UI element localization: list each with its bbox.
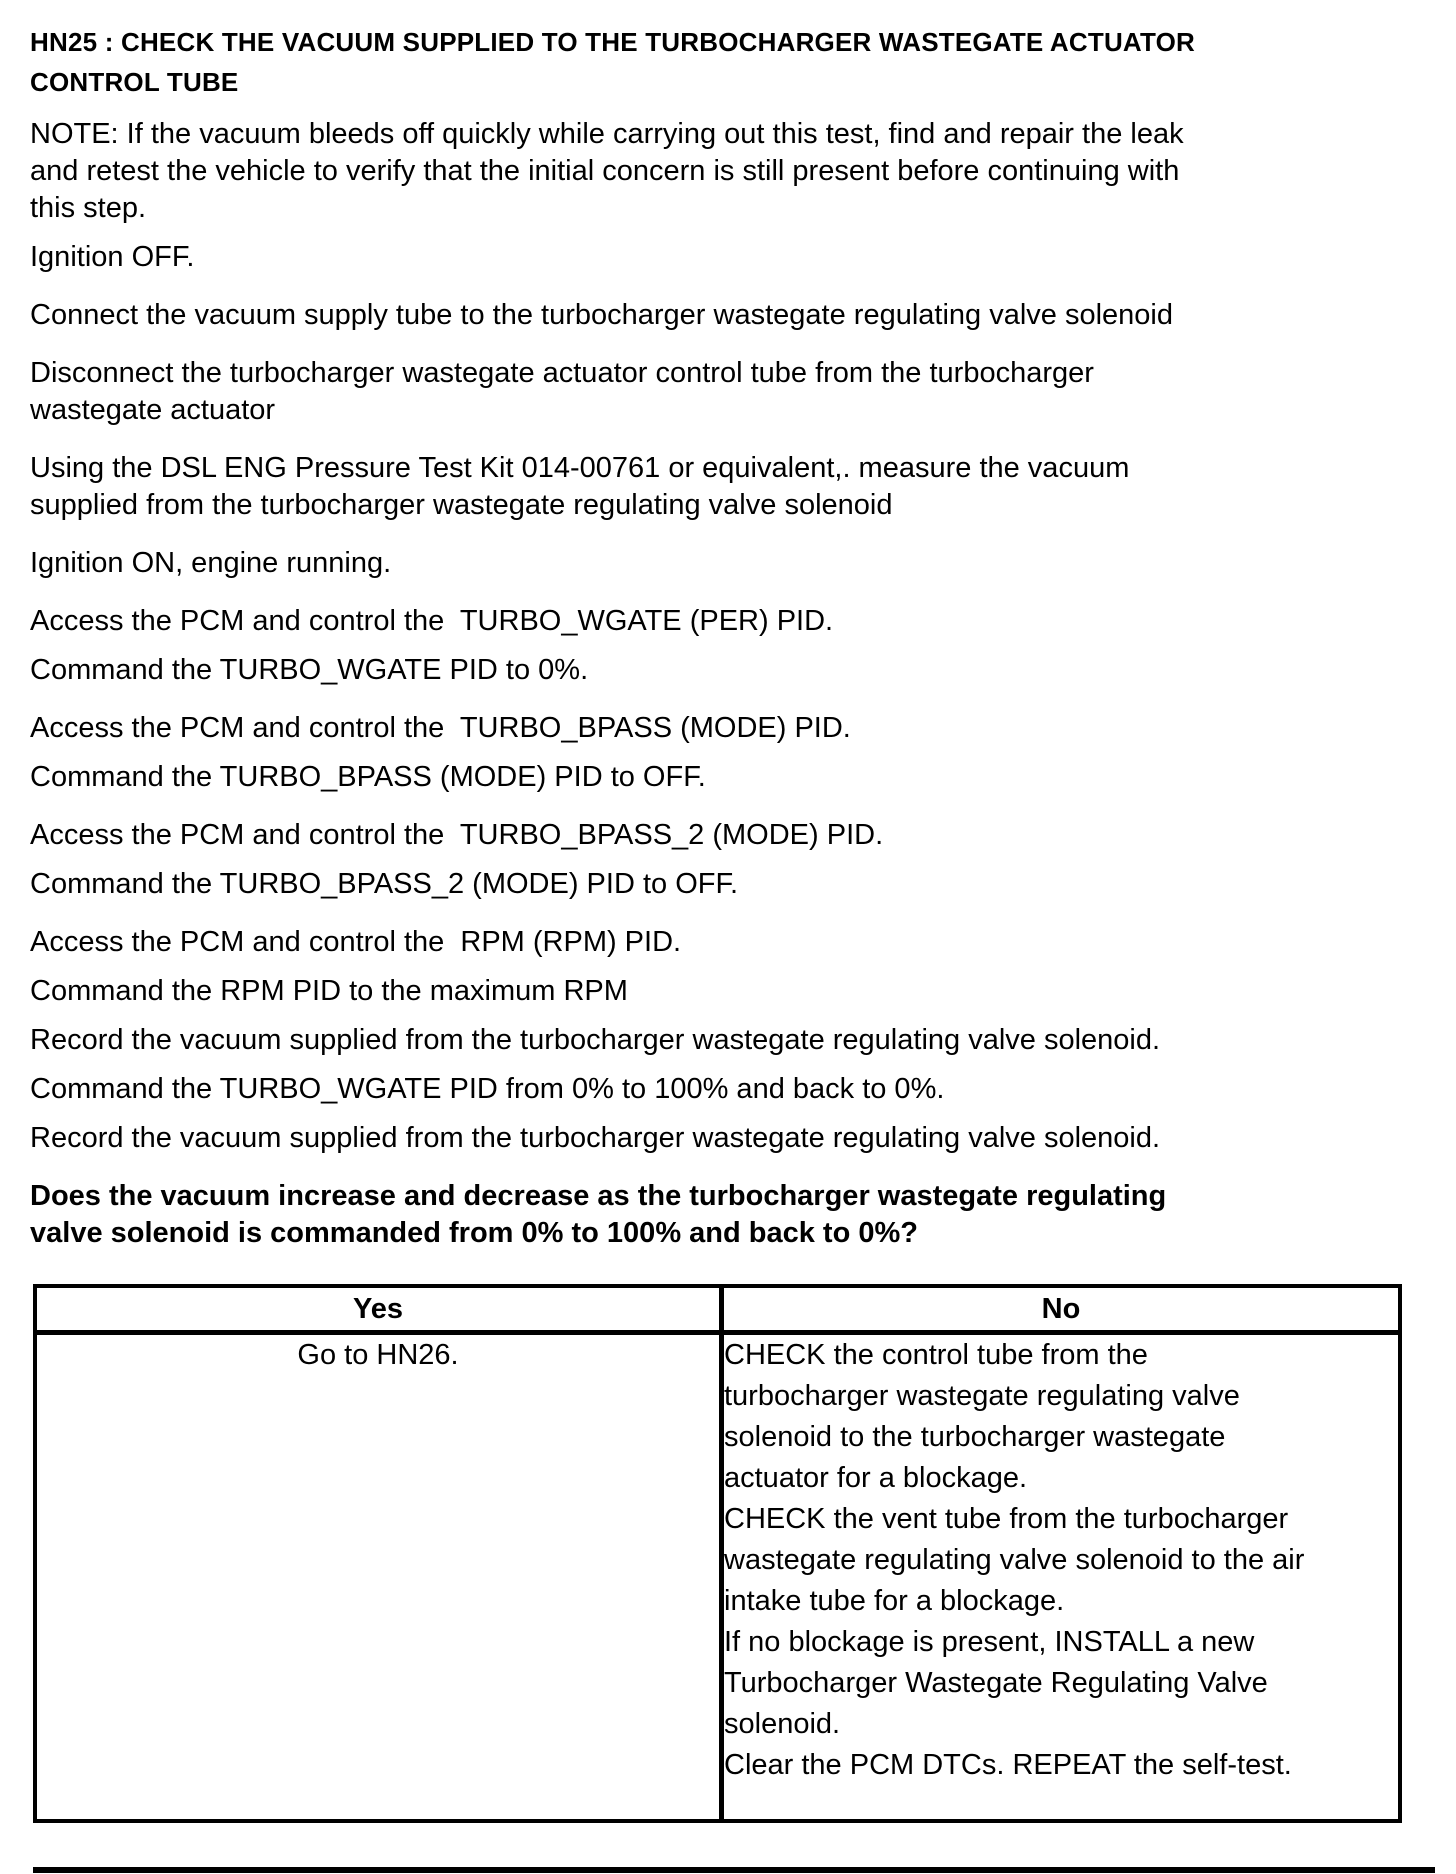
procedure-step xyxy=(30,239,1422,276)
text-line: Access the PCM and control the TURBO_BPASS (MODE) PID. xyxy=(30,712,851,744)
procedure-step xyxy=(30,1022,1422,1059)
decision-table xyxy=(33,1284,1402,1823)
text-line: solenoid. xyxy=(724,1708,841,1740)
text-line: valve solenoid is commanded from 0% to 100% and back to 0%? xyxy=(30,1217,918,1249)
text-line: Does the vacuum increase and decrease as the turbocharger wastegate regulating xyxy=(30,1180,1167,1212)
procedure-step xyxy=(30,1120,1422,1157)
text-line: Access the PCM and control the TURBO_WGATE (PER) PID. xyxy=(30,605,834,637)
procedure-step xyxy=(30,450,1422,524)
text-line: Command the TURBO_BPASS_2 (MODE) PID to OFF. xyxy=(30,868,739,900)
text-line: If no blockage is present, INSTALL a new xyxy=(724,1626,1255,1658)
yes-action-cell xyxy=(35,1333,722,1822)
yes-column-header: Yes xyxy=(35,1286,722,1333)
text-line: and retest the vehicle to verify that the initial concern is still present before continuing with xyxy=(30,155,1180,187)
text-line: Ignition ON, engine running. xyxy=(30,547,392,579)
text-line: Access the PCM and control the RPM (RPM) PID. xyxy=(30,926,682,958)
procedure-title xyxy=(30,22,1422,102)
decision-table-header-row xyxy=(35,1286,1400,1333)
procedure-step xyxy=(30,355,1422,429)
text-line: CHECK the vent tube from the turbocharger xyxy=(724,1503,1289,1535)
decision-question xyxy=(30,1178,1422,1252)
text-line: Command the TURBO_BPASS (MODE) PID to OFF. xyxy=(30,761,706,793)
text-line: solenoid to the turbocharger wastegate xyxy=(724,1421,1226,1453)
text-line: CHECK the control tube from the xyxy=(724,1339,1148,1371)
procedure-step xyxy=(30,973,1422,1010)
text-line: Ignition OFF. xyxy=(30,241,195,273)
text-line: Record the vacuum supplied from the turbocharger wastegate regulating valve solenoid. xyxy=(30,1122,1161,1154)
text-line: Connect the vacuum supply tube to the turbocharger wastegate regulating valve solenoid xyxy=(30,299,1173,331)
text-line: wastegate regulating valve solenoid to the air xyxy=(724,1544,1305,1576)
text-line: actuator for a blockage. xyxy=(724,1462,1028,1494)
procedure-step xyxy=(30,545,1422,582)
text-line: Disconnect the turbocharger wastegate actuator control tube from the turbocharger xyxy=(30,357,1094,389)
text-line: Using the DSL ENG Pressure Test Kit 014-00761 or equivalent,. measure the vacuum xyxy=(30,452,1130,484)
procedure-step xyxy=(30,710,1422,747)
no-action-cell xyxy=(722,1333,1401,1822)
text-line: this step. xyxy=(30,192,147,224)
text-line: CONTROL TUBE xyxy=(30,67,239,97)
text-line: Clear the PCM DTCs. REPEAT the self-test. xyxy=(724,1749,1292,1781)
decision-table-body-row xyxy=(35,1333,1400,1822)
procedure-step xyxy=(30,116,1422,227)
text-line: turbocharger wastegate regulating valve xyxy=(724,1380,1240,1412)
text-line: intake tube for a blockage. xyxy=(724,1585,1065,1617)
procedure-step xyxy=(30,297,1422,334)
procedure-step xyxy=(30,759,1422,796)
text-line: Command the TURBO_WGATE PID from 0% to 100% and back to 0%. xyxy=(30,1073,945,1105)
procedure-step xyxy=(30,652,1422,689)
procedure-step xyxy=(30,1071,1422,1108)
procedure-step xyxy=(30,924,1422,961)
text-line: Command the RPM PID to the maximum RPM xyxy=(30,975,628,1007)
text-line: Command the TURBO_WGATE PID to 0%. xyxy=(30,654,589,686)
procedure-steps xyxy=(30,116,1422,1252)
page-divider-rule xyxy=(33,1867,1435,1873)
no-column-header: No xyxy=(722,1286,1401,1333)
text-line: supplied from the turbocharger wastegate regulating valve solenoid xyxy=(30,489,893,521)
procedure-step xyxy=(30,603,1422,640)
procedure-step xyxy=(30,866,1422,903)
text-line: Record the vacuum supplied from the turbocharger wastegate regulating valve solenoid. xyxy=(30,1024,1161,1056)
text-line: Access the PCM and control the TURBO_BPASS_2 (MODE) PID. xyxy=(30,819,884,851)
text-line: Turbocharger Wastegate Regulating Valve xyxy=(724,1667,1268,1699)
text-line: NOTE: If the vacuum bleeds off quickly while carrying out this test, find and repair the leak xyxy=(30,118,1184,150)
procedure-step xyxy=(30,817,1422,854)
text-line: Go to HN26. xyxy=(297,1339,459,1371)
text-line: HN25 : CHECK THE VACUUM SUPPLIED TO THE TURBOCHARGER WASTEGATE ACTUATOR xyxy=(30,27,1195,57)
text-line: wastegate actuator xyxy=(30,394,276,426)
